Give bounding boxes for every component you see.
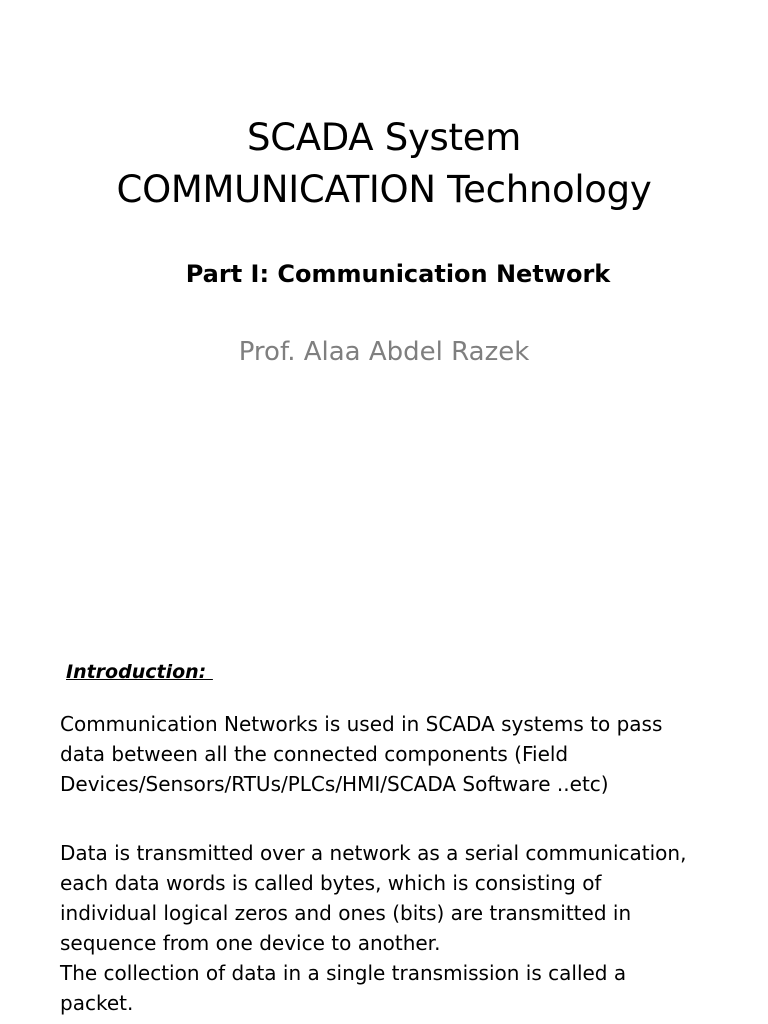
paragraph-line: packet. xyxy=(60,991,134,1015)
slide-subtitle: Part I: Communication Network xyxy=(185,260,611,288)
paragraph-line: each data words is called bytes, which is consisting of xyxy=(60,871,602,895)
paragraph-line: sequence from one device to another. xyxy=(60,931,441,955)
paragraph-line: Communication Networks is used in SCADA systems to pass xyxy=(60,712,663,736)
slide-title xyxy=(0,112,768,216)
title-line-1: SCADA System xyxy=(247,116,521,159)
paragraph-line: Devices/Sensors/RTUs/PLCs/HMI/SCADA Software ..etc) xyxy=(60,772,609,796)
paragraph-line: individual logical zeros and ones (bits) are transmitted in xyxy=(60,901,632,925)
paragraph-line: Data is transmitted over a network as a serial communication, xyxy=(60,841,687,865)
paragraph-line: data between all the connected components (Field xyxy=(60,742,569,766)
paragraph-line: The collection of data in a single transmission is called a xyxy=(60,961,627,985)
introduction-paragraph-2 xyxy=(60,838,750,1018)
introduction-heading: Introduction: xyxy=(66,661,213,683)
title-line-2: COMMUNICATION Technology xyxy=(116,168,652,211)
introduction-paragraph-1 xyxy=(60,709,750,799)
author-name: Prof. Alaa Abdel Razek xyxy=(238,337,530,367)
